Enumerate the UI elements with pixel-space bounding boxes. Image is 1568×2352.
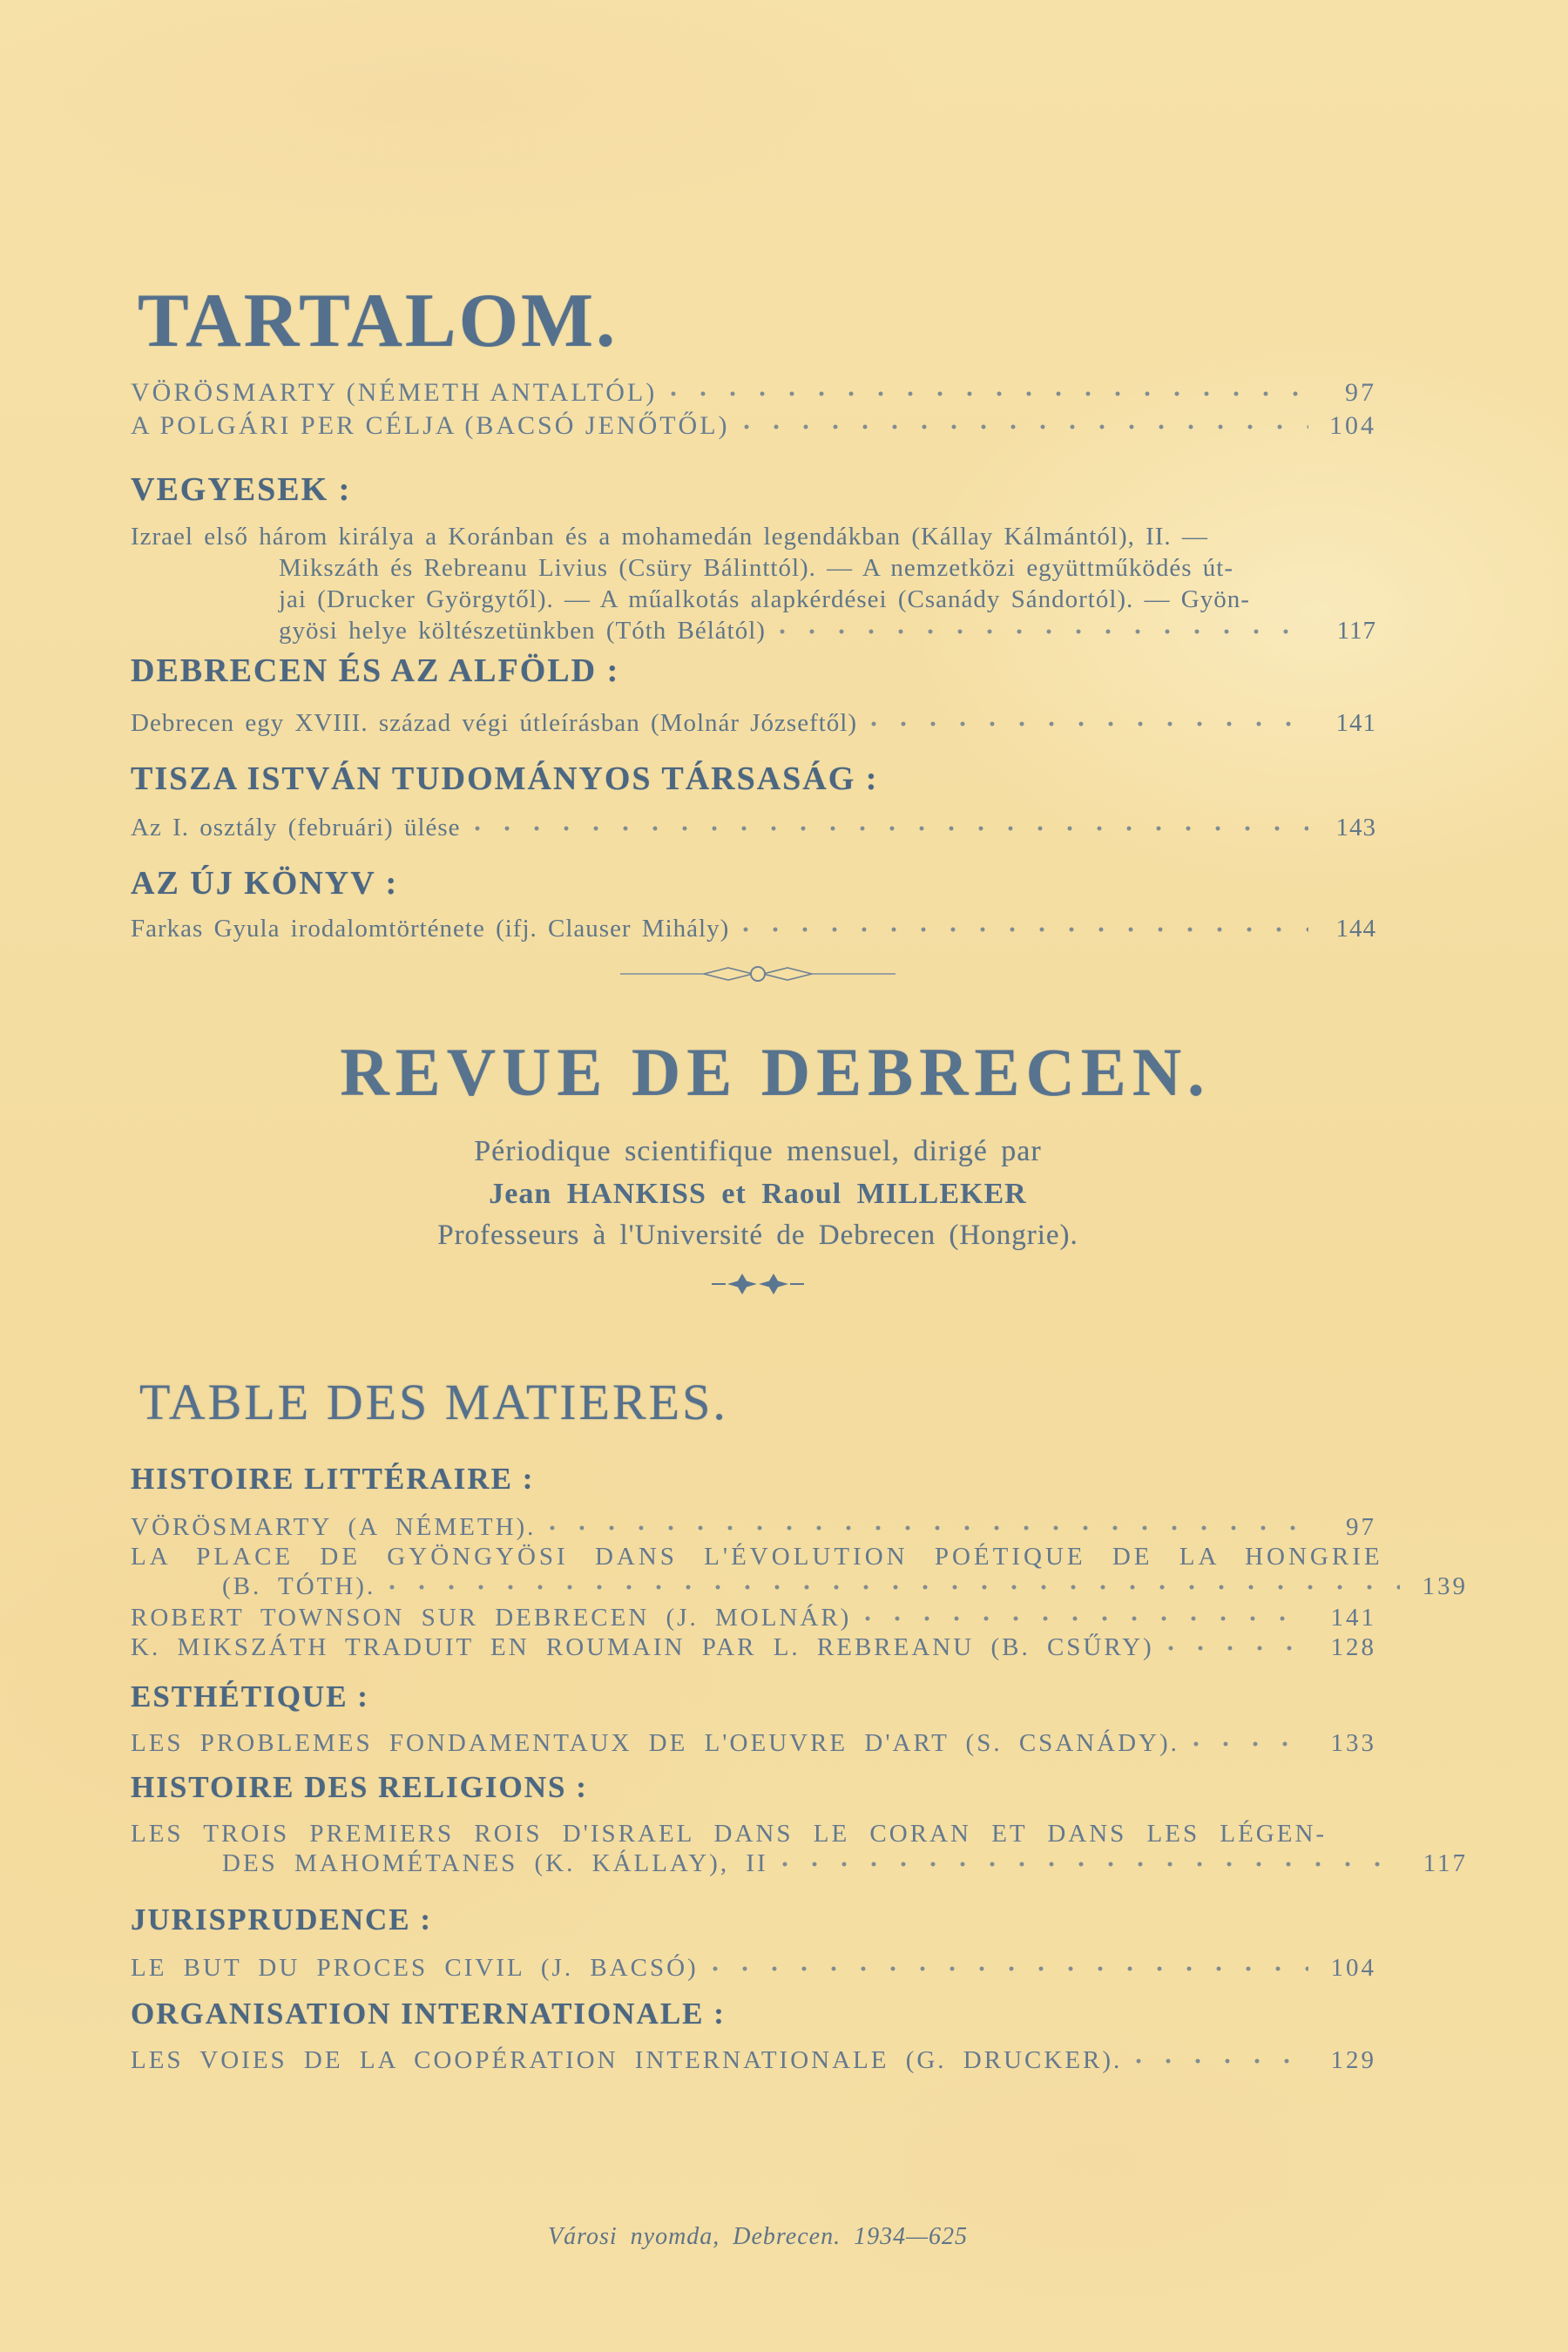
- ornament-divider: [0, 962, 1516, 990]
- section-heading-vegyesek: VEGYESEK :: [131, 471, 352, 508]
- vegyesek-paragraph: [131, 521, 1376, 646]
- page-number: 128: [1330, 1633, 1376, 1661]
- toc-entry-line1: LA PLACE DE GYÖNGYÖSI DANS L'ÉVOLUTION POÉTIQUE DE LA HONGRIE: [131, 1543, 1383, 1571]
- revue-editors: Jean HANKISS et Raoul MILLEKER: [489, 1178, 1027, 1210]
- page-title-hungarian: TARTALOM.: [138, 279, 618, 363]
- page-number: 104: [1330, 1954, 1376, 1982]
- section-heading-jurisprudence: JURISPRUDENCE :: [131, 1903, 432, 1936]
- page-number: 133: [1330, 1729, 1376, 1757]
- divider-ornament-icon: [618, 962, 897, 986]
- page-title-french: TABLE DES MATIERES.: [139, 1374, 728, 1430]
- page-number: 139: [1422, 1572, 1468, 1600]
- section-heading-organisation-internationale: ORGANISATION INTERNATIONALE :: [131, 1997, 726, 2031]
- page-number: 117: [1423, 1849, 1468, 1877]
- page-number: 144: [1335, 915, 1376, 943]
- toc-entry-label: LE BUT DU PROCES CIVIL (J. BACSÓ): [131, 1954, 699, 1982]
- page-number: 117: [1336, 617, 1376, 645]
- toc-entry-label: (B. TÓTH).: [222, 1572, 376, 1600]
- toc-row: [131, 1728, 1376, 1759]
- revue-affiliation: Professeurs à l'Université de Debrecen (Hongrie).: [437, 1220, 1078, 1251]
- printer-imprint: Városi nyomda, Debrecen. 1934—625: [548, 2223, 968, 2250]
- star-ornament-icon: [710, 1270, 806, 1298]
- section-heading-debrecen: DEBRECEN ÉS AZ ALFÖLD :: [131, 652, 620, 689]
- revue-title: REVUE DE DEBRECEN.: [340, 1034, 1211, 1110]
- toc-row: [131, 376, 1376, 409]
- page-number: 97: [1346, 1513, 1376, 1541]
- toc-entry-line1: LES TROIS PREMIERS ROIS D'ISRAEL DANS LE CORAN ET DANS LES LÉGEN-: [131, 1820, 1328, 1848]
- toc-entry-label: LES VOIES DE LA COOPÉRATION INTERNATIONALE (G. DRUCKER).: [131, 2046, 1123, 2074]
- toc-row: [131, 1632, 1376, 1663]
- star-ornament: [0, 1270, 1516, 1302]
- section-heading-esthetique: ESTHÉTIQUE :: [131, 1680, 369, 1713]
- toc-entry-label: Az I. osztály (februári) ülése: [131, 814, 461, 841]
- toc-row: [131, 1603, 1376, 1633]
- toc-row: [131, 913, 1376, 944]
- toc-row: [131, 1848, 1468, 1879]
- section-heading-histoire-litteraire: HISTOIRE LITTÉRAIRE :: [131, 1462, 535, 1496]
- section-heading-uj-konyv: AZ ÚJ KÖNYV :: [131, 865, 399, 902]
- paragraph-line: Mikszáth és Rebreanu Livius (Csüry Bálinttól). — A nemzetközi együttműködés út-: [279, 554, 1233, 582]
- paragraph-line: gyösi helye költészetünkben (Tóth Bélától): [279, 617, 766, 645]
- toc-entry-label: ROBERT TOWNSON SUR DEBRECEN (J. MOLNÁR): [131, 1604, 852, 1632]
- page-number: 104: [1329, 411, 1376, 440]
- toc-entry-label: Farkas Gyula irodalomtörténete (ifj. Clauser Mihály): [131, 915, 730, 943]
- toc-entry-label: VÖRÖSMARTY (NÉMETH ANTALTÓL): [131, 378, 658, 407]
- section-heading-tisza: TISZA ISTVÁN TUDOMÁNYOS TÁRSASÁG :: [131, 760, 879, 797]
- toc-row: [131, 409, 1376, 443]
- revue-subtitle: Périodique scientifique mensuel, dirigé par: [474, 1135, 1042, 1167]
- section-heading-histoire-religions: HISTOIRE DES RELIGIONS :: [131, 1770, 588, 1804]
- toc-row: [131, 1953, 1376, 1984]
- toc-entry-label: Debrecen egy XVIII. század végi útleírásban (Molnár Józseftől): [131, 709, 858, 737]
- toc-row: [131, 707, 1376, 739]
- toc-entry-label: DES MAHOMÉTANES (K. KÁLLAY), II: [222, 1849, 768, 1877]
- page-number: 141: [1335, 709, 1376, 737]
- toc-entry-label: A POLGÁRI PER CÉLJA (BACSÓ JENŐTŐL): [131, 411, 730, 440]
- toc-entry-label: VÖRÖSMARTY (A NÉMETH).: [131, 1513, 537, 1541]
- toc-row: [131, 1512, 1376, 1543]
- paragraph-line: Izrael első három királya a Koránban és a mohamedán legendákban (Kállay Kálmántól), II. —: [131, 523, 1208, 551]
- page-number: 141: [1330, 1604, 1376, 1632]
- toc-row: [131, 2045, 1376, 2076]
- toc-row: [131, 812, 1376, 843]
- toc-row: [131, 1571, 1468, 1602]
- toc-row: [131, 615, 1376, 646]
- toc-entry-label: LES PROBLEMES FONDAMENTAUX DE L'OEUVRE D'ART (S. CSANÁDY).: [131, 1729, 1179, 1757]
- page-number: 129: [1330, 2046, 1376, 2074]
- page-number: 143: [1335, 814, 1376, 841]
- toc-entry-label: K. MIKSZÁTH TRADUIT EN ROUMAIN PAR L. REBREANU (B. CSŰRY): [131, 1633, 1154, 1661]
- page-number: 97: [1345, 378, 1376, 407]
- paragraph-line: jai (Drucker Györgytől). — A műalkotás alapkérdései (Csanády Sándortól). — Gyön-: [279, 585, 1250, 613]
